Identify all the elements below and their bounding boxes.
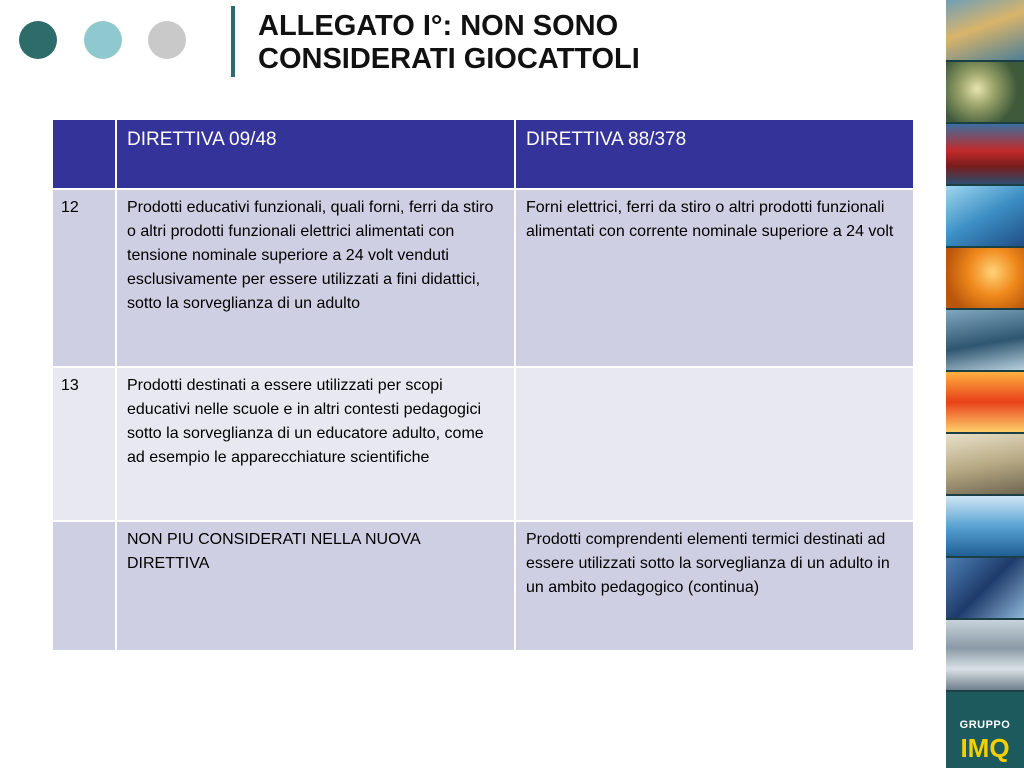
directive-88-378-cell — [515, 367, 914, 521]
decorative-dot-light — [84, 21, 122, 59]
photo-tile-cables — [946, 310, 1024, 370]
logo-imq-text: IMQ — [960, 733, 1010, 763]
photo-tile-blue-curve — [946, 186, 1024, 246]
slide-title-line-1: ALLEGATO I°: NON SONO — [258, 10, 619, 42]
photo-tile-device — [946, 434, 1024, 494]
slide-title — [258, 10, 918, 76]
directive-09-48-cell: Prodotti destinati a essere utilizzati per scopi educativi nelle scuole e in altri contesti pedagogici sotto la sorveglianza di un educatore adulto, come ad esempio le apparecchiature scientifiche — [116, 367, 515, 521]
table-row — [52, 521, 914, 651]
photo-tile-helmet — [946, 124, 1024, 184]
header-cell-directive-88-378: DIRETTIVA 88/378 — [515, 119, 914, 189]
decorative-dot-grey — [148, 21, 186, 59]
directive-09-48-cell: NON PIU CONSIDERATI NELLA NUOVA DIRETTIVA — [116, 521, 515, 651]
decorative-dot-dark — [19, 21, 57, 59]
table-header-row — [52, 119, 914, 189]
table-row — [52, 367, 914, 521]
directive-88-378-cell: Forni elettrici, ferri da stiro o altri prodotti funzionali alimentati con corrente nominale superiore a 24 volt — [515, 189, 914, 367]
row-number-cell — [52, 521, 116, 651]
directive-09-48-cell: Prodotti educativi funzionali, quali forni, ferri da stiro o altri prodotti funzionali elettrici alimentati con tensione nominale superiore a 24 volt venduti esclusivamente per essere utilizzati a fini didattici, sotto la sorveglianza di un adulto — [116, 189, 515, 367]
header-cell-directive-09-48: DIRETTIVA 09/48 — [116, 119, 515, 189]
photo-tile-pipes — [946, 0, 1024, 60]
photo-tile-fire — [946, 372, 1024, 432]
logo-gruppo-text: GRUPPO — [959, 719, 1011, 731]
imq-group-logo — [946, 692, 1024, 768]
photo-tile-satellite-dishes — [946, 620, 1024, 690]
directive-comparison-table — [51, 118, 915, 652]
decorative-photo-strip — [946, 0, 1024, 768]
directive-88-378-cell: Prodotti comprendenti elementi termici destinati ad essere utilizzati sotto la sorveglianza di un adulto in un ambito pedagogico (continua) — [515, 521, 914, 651]
row-number-cell: 13 — [52, 367, 116, 521]
photo-tile-orange — [946, 248, 1024, 308]
title-divider — [231, 6, 235, 77]
header-cell-number — [52, 119, 116, 189]
row-number-cell: 12 — [52, 189, 116, 367]
photo-tile-bulb — [946, 62, 1024, 122]
slide-title-line-2: CONSIDERATI GIOCATTOLI — [258, 43, 640, 75]
photo-tile-panels — [946, 558, 1024, 618]
photo-tile-cylinder — [946, 496, 1024, 556]
table-row — [52, 189, 914, 367]
